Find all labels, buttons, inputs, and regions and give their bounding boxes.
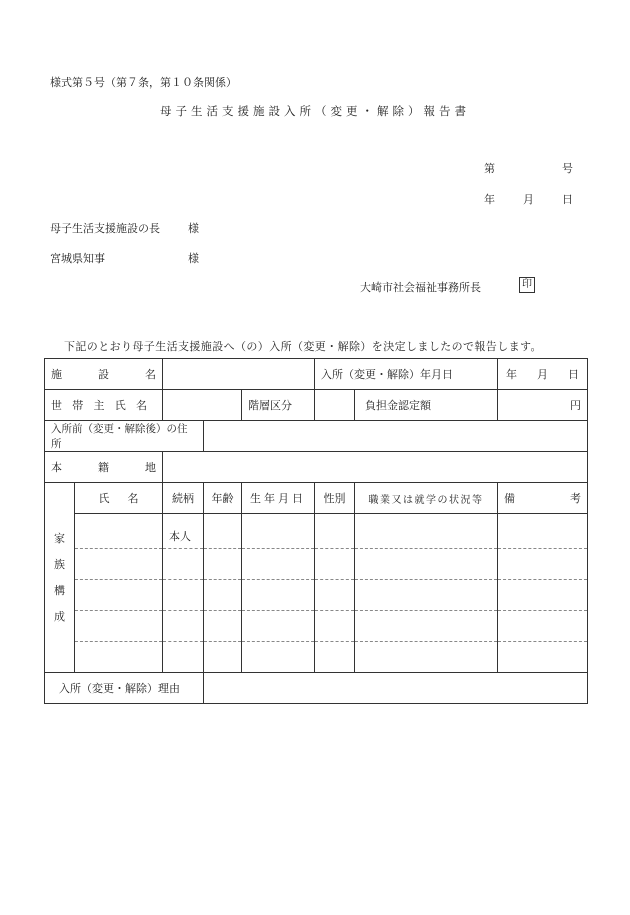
- admission-day: 日: [568, 368, 580, 381]
- doc-number-suffix: 号: [562, 162, 573, 175]
- facility-value[interactable]: [163, 359, 315, 390]
- burden-unit: 円: [570, 399, 582, 412]
- family-age-cell[interactable]: [204, 580, 242, 611]
- report-form-table: [44, 358, 588, 704]
- admission-year: 年: [506, 368, 518, 381]
- family-row: [45, 611, 588, 642]
- domicile-label-cell: [45, 452, 163, 483]
- family-age-cell[interactable]: [204, 514, 242, 549]
- admission-date-value[interactable]: [498, 359, 588, 390]
- householder-label-cell: [45, 390, 163, 421]
- family-name-cell[interactable]: [75, 580, 163, 611]
- family-birthdate-cell[interactable]: [242, 580, 315, 611]
- family-birthdate-cell[interactable]: [242, 611, 315, 642]
- facility-label-cell: [45, 359, 163, 390]
- family-sex-cell[interactable]: [315, 611, 355, 642]
- header-sex: 性別: [315, 483, 355, 514]
- domicile-label: 本 籍 地: [51, 461, 156, 474]
- family-sex-cell[interactable]: [315, 642, 355, 673]
- family-label-cell: [45, 483, 75, 673]
- family-composition-label: 家 族 構 成: [54, 531, 65, 623]
- family-relation-cell[interactable]: [163, 580, 204, 611]
- family-occupation-cell[interactable]: [355, 514, 498, 549]
- family-relation-cell[interactable]: [163, 514, 204, 549]
- family-relation-cell[interactable]: [163, 549, 204, 580]
- family-name-cell[interactable]: [75, 514, 163, 549]
- family-remarks-cell[interactable]: [498, 514, 588, 549]
- family-age-cell[interactable]: [204, 611, 242, 642]
- burden-value[interactable]: [498, 390, 588, 421]
- family-age-cell[interactable]: [204, 642, 242, 673]
- reason-label: 入所（変更・解除）理由: [45, 673, 204, 704]
- family-remarks-cell[interactable]: [498, 549, 588, 580]
- family-row: [45, 549, 588, 580]
- addressee-governor: 宮城県知事: [50, 252, 105, 265]
- prev-address-value[interactable]: [204, 421, 588, 452]
- addressee-governor-honorific: 様: [188, 252, 199, 265]
- document-title: 母子生活支援施設入所（変更・解除）報告書: [160, 104, 470, 118]
- family-birthdate-cell[interactable]: [242, 642, 315, 673]
- family-occupation-cell[interactable]: [355, 611, 498, 642]
- family-name-cell[interactable]: [75, 549, 163, 580]
- family-birthdate-cell[interactable]: [242, 549, 315, 580]
- family-sex-cell[interactable]: [315, 514, 355, 549]
- sender-name: 大崎市社会福祉事務所長: [360, 281, 481, 294]
- header-relation: 続柄: [163, 483, 204, 514]
- date-year: 年: [484, 193, 495, 206]
- header-remarks: 備 考: [498, 483, 588, 514]
- admission-date-label: 入所（変更・解除）年月日: [315, 359, 498, 390]
- family-name-cell[interactable]: [75, 642, 163, 673]
- family-occupation-cell[interactable]: [355, 642, 498, 673]
- date-day: 日: [562, 193, 573, 206]
- floor-label: 階層区分: [242, 390, 315, 421]
- header-name: 氏 名: [75, 483, 163, 514]
- family-row: [45, 514, 588, 549]
- domicile-value[interactable]: [163, 452, 588, 483]
- reason-value[interactable]: [204, 673, 588, 704]
- header-age: 年齢: [204, 483, 242, 514]
- family-sex-cell[interactable]: [315, 580, 355, 611]
- family-relation-cell[interactable]: [163, 642, 204, 673]
- family-name-cell[interactable]: [75, 611, 163, 642]
- family-remarks-cell[interactable]: [498, 611, 588, 642]
- seal-stamp: 印: [519, 277, 535, 293]
- addressee-facility-head: 母子生活支援施設の長: [50, 222, 160, 235]
- facility-label: 施 設 名: [51, 368, 156, 381]
- floor-value[interactable]: [315, 390, 355, 421]
- intro-sentence: 下記のとおり母子生活支援施設へ（の）入所（変更・解除）を決定しましたので報告します。: [64, 340, 542, 353]
- relation-self: 本人: [169, 530, 191, 543]
- family-occupation-cell[interactable]: [355, 580, 498, 611]
- burden-label: 負担金認定額: [355, 390, 498, 421]
- family-remarks-cell[interactable]: [498, 580, 588, 611]
- householder-label: 世 帯 主 氏 名: [51, 399, 147, 412]
- header-birthdate: 生年月日: [242, 483, 315, 514]
- prev-address-label: 入所前（変更・解除後）の住所: [45, 421, 204, 452]
- admission-month: 月: [537, 368, 549, 381]
- family-sex-cell[interactable]: [315, 549, 355, 580]
- family-relation-cell[interactable]: [163, 611, 204, 642]
- family-birthdate-cell[interactable]: [242, 514, 315, 549]
- family-row: [45, 580, 588, 611]
- header-occupation: 職業又は就学の状況等: [355, 483, 498, 514]
- householder-value[interactable]: [163, 390, 242, 421]
- addressee-facility-honorific: 様: [188, 222, 199, 235]
- family-occupation-cell[interactable]: [355, 549, 498, 580]
- family-row: [45, 642, 588, 673]
- date-month: 月: [523, 193, 534, 206]
- family-remarks-cell[interactable]: [498, 642, 588, 673]
- family-age-cell[interactable]: [204, 549, 242, 580]
- form-number: 様式第５号（第７条，第１０条関係）: [50, 76, 237, 89]
- doc-number-prefix: 第: [484, 162, 495, 175]
